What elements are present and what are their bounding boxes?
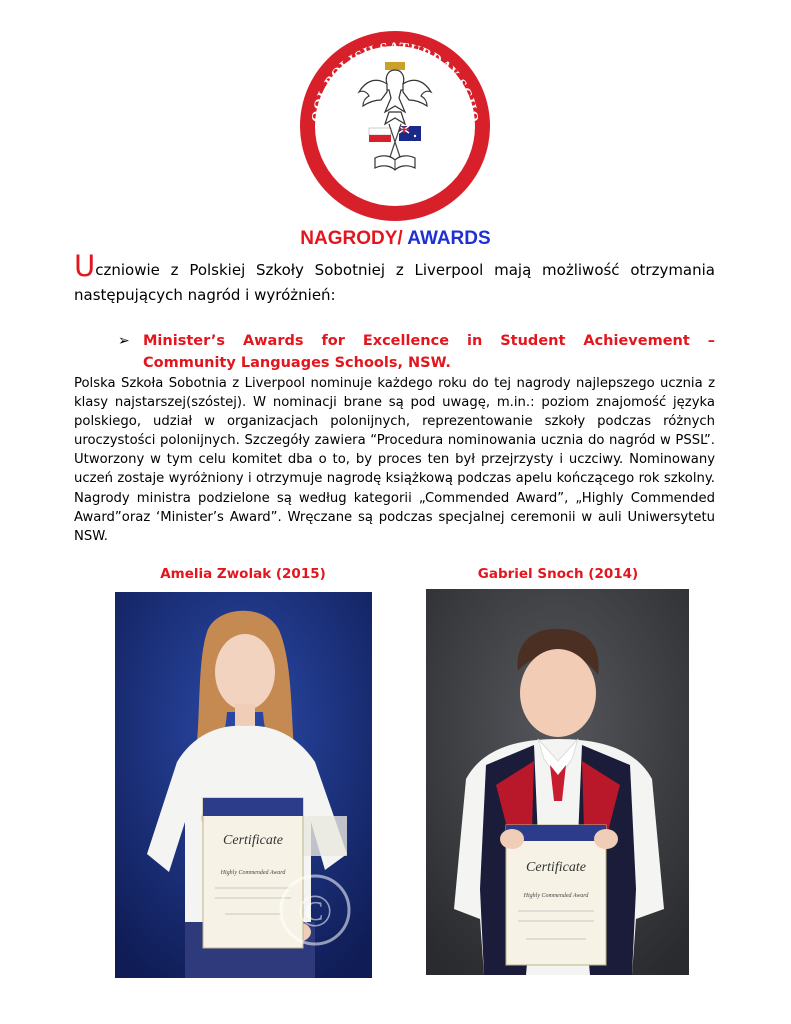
page-heading xyxy=(0,228,791,250)
photo-caption-amelia: Amelia Zwolak (2015) xyxy=(160,566,326,582)
photo-caption-gabriel: Gabriel Snoch (2014) xyxy=(477,566,639,582)
polish-flag-icon xyxy=(369,128,391,142)
certificate-2-award: Highly Commended Award xyxy=(523,893,589,899)
certificate-1-title: Certificate xyxy=(223,833,283,848)
certificate-2-title: Certificate xyxy=(526,860,586,875)
award-bullet xyxy=(118,330,715,374)
photo-gabriel xyxy=(426,589,689,975)
drop-cap: U xyxy=(74,249,96,283)
logo-top-text: OOL POLISH SATURDAY SCHO xyxy=(308,39,482,124)
award-title: Minister’s Awards for Excellence in Student Achievement – Community Languages Schools, NSW. xyxy=(143,333,715,371)
heading-polish: NAGRODY/ xyxy=(300,228,403,249)
certificate-1 xyxy=(203,798,303,948)
arrow-bullet-icon: ➢ xyxy=(118,333,130,349)
award-description: Polska Szkoła Sobotnia z Liverpool nominuje każdego roku do tej nagrody najlepszego ucznia z klasy najstarszej(szóstej). W nominacji brane są pod uwagę, m.in.: poziom znajomość języka polskiego, udział w organizacjach polonijnych, reprezentowanie szkoły podczas różnych uroczystości polonijnych. Szczegóły zawiera “Procedura nominowania ucznia do nagród w PSSL”. Utworzony w tym celu komitet dba o to, by proces ten był przejrzysty i uczciwy. Nominowany uczeń zostaje wyróżniony i otrzymuje nagrodę książkową podczas apelu kończącego rok szkolny. Nagrody ministra podzielone są według kategorii „Commended Award”, „Highly Commended Award”oraz ‘Minister’s Award”. Wręczane są podczas specjalnej ceremonii w auli Uniwersytetu NSW. xyxy=(74,376,715,544)
intro-paragraph xyxy=(74,249,715,308)
heading-english: AWARDS xyxy=(407,228,491,249)
certificate-1-award: Highly Commended Award xyxy=(220,870,286,876)
school-logo xyxy=(297,28,493,224)
photo-amelia xyxy=(115,592,372,978)
certificate-2 xyxy=(506,825,606,965)
copyright-watermark: © xyxy=(297,885,333,936)
intro-text: czniowie z Polskiej Szkoły Sobotniej z Liverpool mają możliwość otrzymania następujących nagród i wyróżnień: xyxy=(74,261,715,304)
australian-flag-icon xyxy=(399,126,421,141)
logo-bottom-text: POLSKA SZKOŁA SOBOTNIA LIVERPOOL xyxy=(337,146,453,189)
